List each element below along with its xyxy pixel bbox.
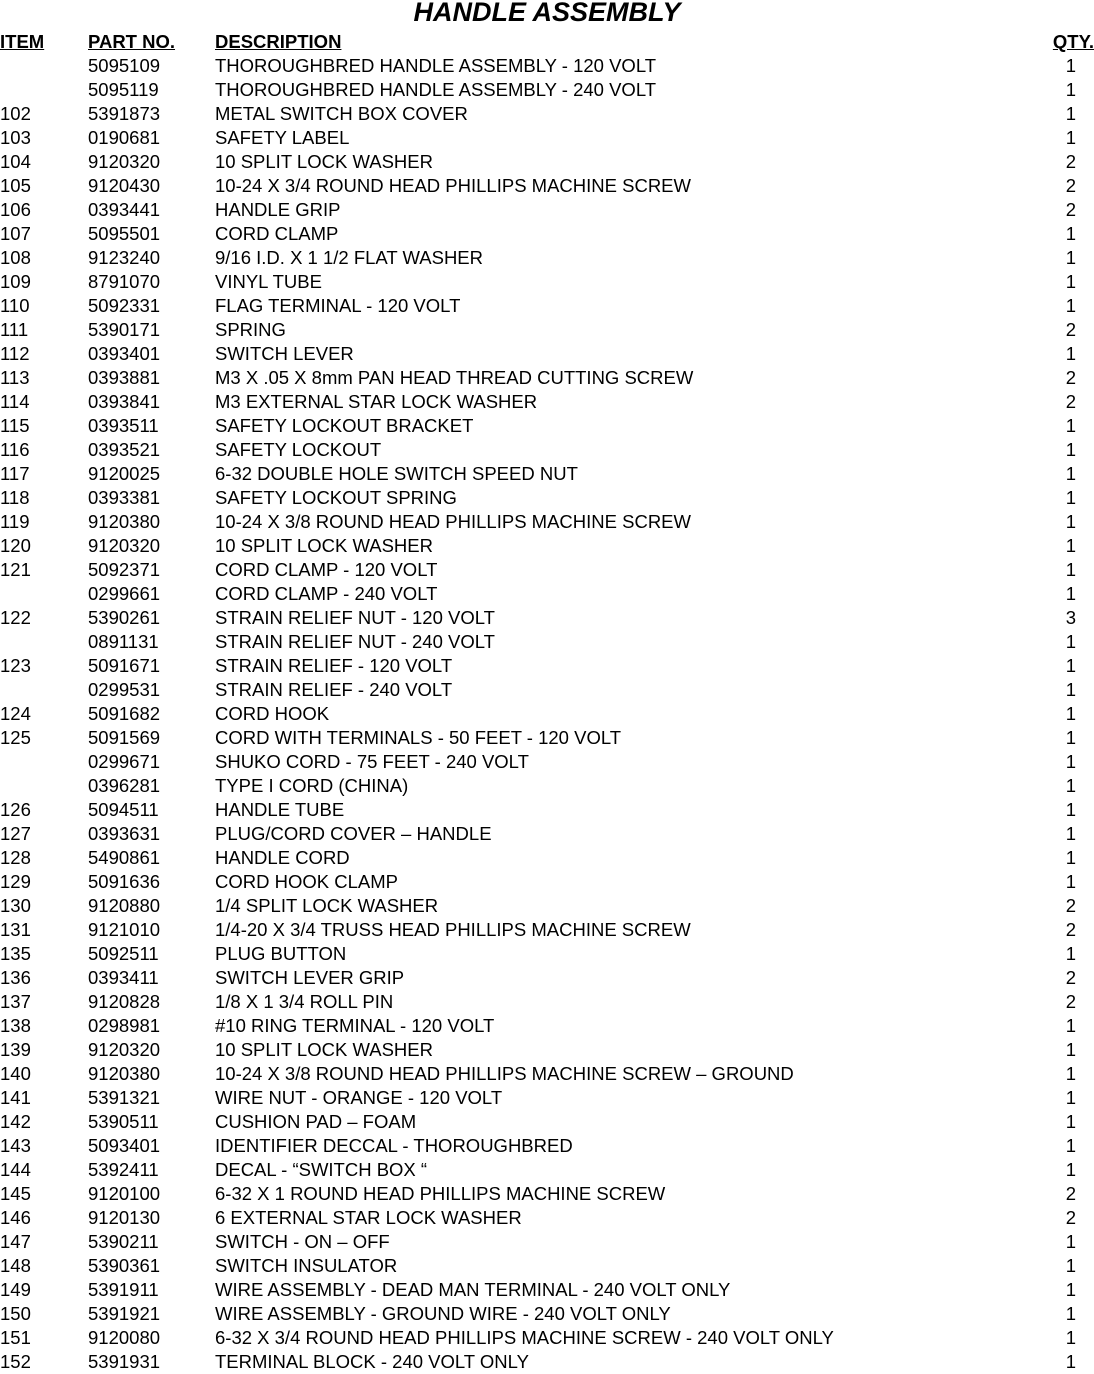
quantity: 1 xyxy=(1065,295,1076,316)
quantity: 2 xyxy=(1065,367,1076,388)
part-description: 10 SPLIT LOCK WASHER xyxy=(215,535,433,556)
table-row xyxy=(0,1158,1094,1182)
part-description: 6-32 X 1 ROUND HEAD PHILLIPS MACHINE SCREW xyxy=(215,1183,666,1204)
part-number: 0393441 xyxy=(88,199,161,220)
part-description: CORD CLAMP - 120 VOLT xyxy=(215,559,438,580)
quantity: 1 xyxy=(1065,247,1076,268)
part-description: SAFETY LABEL xyxy=(215,127,350,148)
table-row xyxy=(0,198,1094,222)
part-description: PLUG BUTTON xyxy=(215,943,347,964)
item-number: 115 xyxy=(0,415,30,436)
part-description: WIRE ASSEMBLY - DEAD MAN TERMINAL - 240 VOLT ONLY xyxy=(215,1279,731,1300)
quantity: 1 xyxy=(1065,511,1076,532)
table-row xyxy=(0,390,1094,414)
quantity: 1 xyxy=(1065,1159,1076,1180)
part-description: SWITCH INSULATOR xyxy=(215,1255,398,1276)
part-description: CORD WITH TERMINALS - 50 FEET - 120 VOLT xyxy=(215,727,622,748)
part-number: 0299671 xyxy=(88,751,161,772)
table-row xyxy=(0,774,1094,798)
part-description: 6-32 X 3/4 ROUND HEAD PHILLIPS MACHINE SCREW - 240 VOLT ONLY xyxy=(215,1327,834,1348)
item-number: 129 xyxy=(0,871,31,892)
part-description: SWITCH LEVER xyxy=(215,343,354,364)
item-number: 119 xyxy=(0,511,30,532)
quantity: 2 xyxy=(1065,151,1076,172)
table-row xyxy=(0,822,1094,846)
part-description: HANDLE TUBE xyxy=(215,799,345,820)
quantity: 1 xyxy=(1065,1087,1076,1108)
part-number: 0393631 xyxy=(88,823,161,844)
part-description: PLUG/CORD COVER – HANDLE xyxy=(215,823,492,844)
part-description: SAFETY LOCKOUT BRACKET xyxy=(215,415,474,436)
item-number: 149 xyxy=(0,1279,31,1300)
item-number: 140 xyxy=(0,1063,31,1084)
item-number: 123 xyxy=(0,655,31,676)
quantity: 1 xyxy=(1065,487,1076,508)
part-description: 10 SPLIT LOCK WASHER xyxy=(215,151,433,172)
quantity: 1 xyxy=(1065,799,1076,820)
part-description: SWITCH - ON – OFF xyxy=(215,1231,390,1252)
quantity: 1 xyxy=(1065,751,1076,772)
part-number: 5391873 xyxy=(88,103,161,124)
parts-table xyxy=(0,30,1094,1374)
part-description: 10-24 X 3/8 ROUND HEAD PHILLIPS MACHINE SCREW – GROUND xyxy=(215,1063,794,1084)
item-number: 111 xyxy=(0,319,29,340)
quantity: 2 xyxy=(1065,991,1076,1012)
table-row xyxy=(0,1182,1094,1206)
quantity: 1 xyxy=(1065,871,1076,892)
table-row xyxy=(0,1014,1094,1038)
part-description: WIRE ASSEMBLY - GROUND WIRE - 240 VOLT ONLY xyxy=(215,1303,671,1324)
quantity: 1 xyxy=(1065,943,1076,964)
quantity: 1 xyxy=(1065,1255,1076,1276)
table-row xyxy=(0,1254,1094,1278)
table-row xyxy=(0,1302,1094,1326)
part-description: SPRING xyxy=(215,319,286,340)
part-number: 5091671 xyxy=(88,655,161,676)
part-number: 0299661 xyxy=(88,583,161,604)
header-item: ITEM xyxy=(0,31,45,52)
quantity: 2 xyxy=(1065,175,1076,196)
table-row xyxy=(0,270,1094,294)
part-description: SAFETY LOCKOUT xyxy=(215,439,382,460)
quantity: 2 xyxy=(1065,919,1076,940)
table-row xyxy=(0,1326,1094,1350)
table-row xyxy=(0,174,1094,198)
part-number: 9120080 xyxy=(88,1327,161,1348)
part-description: IDENTIFIER DECCAL - THOROUGHBRED xyxy=(215,1135,573,1156)
part-description: FLAG TERMINAL - 120 VOLT xyxy=(215,295,461,316)
quantity: 1 xyxy=(1065,439,1076,460)
item-number: 107 xyxy=(0,223,31,244)
quantity: 1 xyxy=(1065,1231,1076,1252)
quantity: 1 xyxy=(1065,655,1076,676)
item-number: 121 xyxy=(0,559,31,580)
table-row xyxy=(0,894,1094,918)
table-row xyxy=(0,1062,1094,1086)
table-row xyxy=(0,1350,1094,1374)
part-number: 5094511 xyxy=(88,799,159,820)
item-number: 128 xyxy=(0,847,31,868)
part-description: THOROUGHBRED HANDLE ASSEMBLY - 120 VOLT xyxy=(215,55,657,76)
table-row xyxy=(0,78,1094,102)
quantity: 1 xyxy=(1065,79,1076,100)
part-number: 5091569 xyxy=(88,727,161,748)
table-row xyxy=(0,678,1094,702)
table-row xyxy=(0,150,1094,174)
part-description: 1/4-20 X 3/4 TRUSS HEAD PHILLIPS MACHINE SCREW xyxy=(215,919,691,940)
part-description: CORD CLAMP xyxy=(215,223,339,244)
quantity: 1 xyxy=(1065,679,1076,700)
part-description: HANDLE CORD xyxy=(215,847,350,868)
table-row xyxy=(0,582,1094,606)
part-number: 9120025 xyxy=(88,463,161,484)
part-description: TYPE I CORD (CHINA) xyxy=(215,775,409,796)
table-row xyxy=(0,54,1094,78)
table-row xyxy=(0,1230,1094,1254)
part-number: 8791070 xyxy=(88,271,161,292)
item-number: 125 xyxy=(0,727,31,748)
item-number: 114 xyxy=(0,391,30,412)
quantity: 1 xyxy=(1065,559,1076,580)
part-number: 5390211 xyxy=(88,1231,159,1252)
part-description: CORD HOOK xyxy=(215,703,330,724)
table-row xyxy=(0,222,1094,246)
part-description: DECAL - “SWITCH BOX “ xyxy=(215,1159,428,1180)
part-number: 9120380 xyxy=(88,1063,161,1084)
quantity: 1 xyxy=(1065,1327,1076,1348)
item-number: 110 xyxy=(0,295,30,316)
table-row xyxy=(0,870,1094,894)
header-description: DESCRIPTION xyxy=(215,31,342,52)
table-row xyxy=(0,246,1094,270)
table-body xyxy=(0,54,1094,1374)
part-number: 0393381 xyxy=(88,487,161,508)
part-description: STRAIN RELIEF - 240 VOLT xyxy=(215,679,453,700)
item-number: 136 xyxy=(0,967,31,988)
part-description: 10-24 X 3/4 ROUND HEAD PHILLIPS MACHINE SCREW xyxy=(215,175,691,196)
table-row xyxy=(0,702,1094,726)
part-number: 9120320 xyxy=(88,1039,161,1060)
quantity: 2 xyxy=(1065,199,1076,220)
part-number: 0393511 xyxy=(88,415,159,436)
quantity: 1 xyxy=(1065,103,1076,124)
part-description: METAL SWITCH BOX COVER xyxy=(215,103,468,124)
item-number: 151 xyxy=(0,1327,31,1348)
part-number: 0396281 xyxy=(88,775,161,796)
table-row xyxy=(0,1086,1094,1110)
part-number: 9120320 xyxy=(88,151,161,172)
quantity: 1 xyxy=(1065,1039,1076,1060)
item-number: 122 xyxy=(0,607,31,628)
item-number: 143 xyxy=(0,1135,31,1156)
part-description: SAFETY LOCKOUT SPRING xyxy=(215,487,457,508)
part-description: SWITCH LEVER GRIP xyxy=(215,967,405,988)
part-description: 6 EXTERNAL STAR LOCK WASHER xyxy=(215,1207,522,1228)
item-number: 135 xyxy=(0,943,31,964)
part-number: 0393411 xyxy=(88,967,159,988)
table-row xyxy=(0,1110,1094,1134)
table-row xyxy=(0,1206,1094,1230)
part-description: CORD CLAMP - 240 VOLT xyxy=(215,583,438,604)
part-number: 0393521 xyxy=(88,439,161,460)
quantity: 1 xyxy=(1065,1111,1076,1132)
table-row xyxy=(0,846,1094,870)
table-row xyxy=(0,1278,1094,1302)
quantity: 1 xyxy=(1065,415,1076,436)
table-row xyxy=(0,1134,1094,1158)
quantity: 2 xyxy=(1065,1183,1076,1204)
part-number: 0393881 xyxy=(88,367,161,388)
part-number: 9120880 xyxy=(88,895,161,916)
table-row xyxy=(0,1038,1094,1062)
table-row xyxy=(0,438,1094,462)
quantity: 1 xyxy=(1065,55,1076,76)
item-number: 105 xyxy=(0,175,31,196)
item-number: 137 xyxy=(0,991,31,1012)
part-number: 0299531 xyxy=(88,679,161,700)
item-number: 120 xyxy=(0,535,31,556)
table-row xyxy=(0,750,1094,774)
item-number: 102 xyxy=(0,103,31,124)
item-number: 142 xyxy=(0,1111,31,1132)
part-description: STRAIN RELIEF NUT - 120 VOLT xyxy=(215,607,495,628)
part-number: 5095119 xyxy=(88,79,159,100)
part-number: 9123240 xyxy=(88,247,161,268)
item-number: 150 xyxy=(0,1303,31,1324)
item-number: 130 xyxy=(0,895,31,916)
header-part-no: PART NO. xyxy=(88,31,176,52)
table-header-row xyxy=(0,30,1094,54)
part-description: M3 X .05 X 8mm PAN HEAD THREAD CUTTING SCREW xyxy=(215,367,694,388)
table-row xyxy=(0,342,1094,366)
quantity: 1 xyxy=(1065,1303,1076,1324)
item-number: 112 xyxy=(0,343,30,364)
quantity: 1 xyxy=(1065,127,1076,148)
part-description: 1/4 SPLIT LOCK WASHER xyxy=(215,895,439,916)
table-row xyxy=(0,486,1094,510)
quantity: 1 xyxy=(1065,1135,1076,1156)
table-row xyxy=(0,558,1094,582)
part-number: 5095109 xyxy=(88,55,161,76)
item-number: 148 xyxy=(0,1255,31,1276)
quantity: 1 xyxy=(1065,847,1076,868)
quantity: 1 xyxy=(1065,223,1076,244)
part-description: VINYL TUBE xyxy=(215,271,322,292)
item-number: 145 xyxy=(0,1183,31,1204)
quantity: 1 xyxy=(1065,823,1076,844)
part-number: 9120828 xyxy=(88,991,161,1012)
item-number: 116 xyxy=(0,439,30,460)
quantity: 1 xyxy=(1065,703,1076,724)
part-description: M3 EXTERNAL STAR LOCK WASHER xyxy=(215,391,538,412)
part-description: 10 SPLIT LOCK WASHER xyxy=(215,1039,433,1060)
quantity: 2 xyxy=(1065,391,1076,412)
part-number: 9120380 xyxy=(88,511,161,532)
part-description: WIRE NUT - ORANGE - 120 VOLT xyxy=(215,1087,503,1108)
quantity: 1 xyxy=(1065,1351,1076,1372)
item-number: 113 xyxy=(0,367,30,388)
part-number: 5391931 xyxy=(88,1351,161,1372)
part-number: 5092371 xyxy=(88,559,161,580)
table-row xyxy=(0,966,1094,990)
part-description: 10-24 X 3/8 ROUND HEAD PHILLIPS MACHINE SCREW xyxy=(215,511,691,532)
part-description: 1/8 X 1 3/4 ROLL PIN xyxy=(215,991,394,1012)
part-number: 0393841 xyxy=(88,391,161,412)
part-description: STRAIN RELIEF - 120 VOLT xyxy=(215,655,453,676)
part-description: 9/16 I.D. X 1 1/2 FLAT WASHER xyxy=(215,247,484,268)
item-number: 117 xyxy=(0,463,30,484)
part-number: 5392411 xyxy=(88,1159,159,1180)
part-description: HANDLE GRIP xyxy=(215,199,341,220)
table-row xyxy=(0,918,1094,942)
part-number: 0891131 xyxy=(88,631,159,652)
item-number: 144 xyxy=(0,1159,31,1180)
part-description: TERMINAL BLOCK - 240 VOLT ONLY xyxy=(215,1351,529,1372)
part-description: STRAIN RELIEF NUT - 240 VOLT xyxy=(215,631,495,652)
part-number: 5391911 xyxy=(88,1279,159,1300)
item-number: 131 xyxy=(0,919,31,940)
table-row xyxy=(0,294,1094,318)
part-number: 5390171 xyxy=(88,319,161,340)
quantity: 1 xyxy=(1065,463,1076,484)
item-number: 124 xyxy=(0,703,31,724)
quantity: 1 xyxy=(1065,1279,1076,1300)
part-number: 9120320 xyxy=(88,535,161,556)
table-row xyxy=(0,726,1094,750)
table-row xyxy=(0,654,1094,678)
part-description: SHUKO CORD - 75 FEET - 240 VOLT xyxy=(215,751,529,772)
table-row xyxy=(0,606,1094,630)
part-number: 5092511 xyxy=(88,943,159,964)
item-number: 146 xyxy=(0,1207,31,1228)
part-description: CORD HOOK CLAMP xyxy=(215,871,398,892)
quantity: 3 xyxy=(1065,607,1076,628)
part-number: 0393401 xyxy=(88,343,161,364)
part-description: #10 RING TERMINAL - 120 VOLT xyxy=(215,1015,495,1036)
table-row xyxy=(0,510,1094,534)
part-number: 9120430 xyxy=(88,175,161,196)
part-number: 5390511 xyxy=(88,1111,159,1132)
item-number: 109 xyxy=(0,271,31,292)
part-description: THOROUGHBRED HANDLE ASSEMBLY - 240 VOLT xyxy=(215,79,657,100)
quantity: 2 xyxy=(1065,895,1076,916)
part-number: 5391321 xyxy=(88,1087,161,1108)
table-row xyxy=(0,942,1094,966)
part-number: 5095501 xyxy=(88,223,161,244)
part-number: 5390361 xyxy=(88,1255,161,1276)
quantity: 2 xyxy=(1065,967,1076,988)
table-row xyxy=(0,462,1094,486)
item-number: 118 xyxy=(0,487,30,508)
page-title: HANDLE ASSEMBLY xyxy=(413,0,681,27)
header-qty: QTY. xyxy=(1052,31,1094,52)
part-number: 9120130 xyxy=(88,1207,161,1228)
item-number: 106 xyxy=(0,199,31,220)
quantity: 1 xyxy=(1065,343,1076,364)
item-number: 126 xyxy=(0,799,31,820)
quantity: 1 xyxy=(1065,583,1076,604)
table-row xyxy=(0,798,1094,822)
item-number: 127 xyxy=(0,823,31,844)
quantity: 1 xyxy=(1065,535,1076,556)
part-number: 9120100 xyxy=(88,1183,161,1204)
quantity: 1 xyxy=(1065,727,1076,748)
item-number: 141 xyxy=(0,1087,31,1108)
part-number: 0190681 xyxy=(88,127,161,148)
part-description: 6-32 DOUBLE HOLE SWITCH SPEED NUT xyxy=(215,463,578,484)
item-number: 147 xyxy=(0,1231,31,1252)
table-row xyxy=(0,102,1094,126)
item-number: 103 xyxy=(0,127,31,148)
part-number: 5490861 xyxy=(88,847,161,868)
table-row xyxy=(0,534,1094,558)
quantity: 1 xyxy=(1065,1015,1076,1036)
part-number: 5390261 xyxy=(88,607,161,628)
table-row xyxy=(0,414,1094,438)
item-number: 152 xyxy=(0,1351,31,1372)
part-number: 5091682 xyxy=(88,703,161,724)
quantity: 1 xyxy=(1065,271,1076,292)
part-number: 9121010 xyxy=(88,919,161,940)
item-number: 108 xyxy=(0,247,31,268)
table-row xyxy=(0,318,1094,342)
quantity: 1 xyxy=(1065,1063,1076,1084)
table-row xyxy=(0,990,1094,1014)
quantity: 1 xyxy=(1065,631,1076,652)
part-number: 0298981 xyxy=(88,1015,161,1036)
table-row xyxy=(0,366,1094,390)
item-number: 104 xyxy=(0,151,31,172)
part-number: 5091636 xyxy=(88,871,161,892)
table-row xyxy=(0,630,1094,654)
part-number: 5391921 xyxy=(88,1303,161,1324)
part-number: 5092331 xyxy=(88,295,161,316)
quantity: 1 xyxy=(1065,775,1076,796)
part-description: CUSHION PAD – FOAM xyxy=(215,1111,417,1132)
item-number: 138 xyxy=(0,1015,31,1036)
part-number: 5093401 xyxy=(88,1135,161,1156)
quantity: 2 xyxy=(1065,1207,1076,1228)
quantity: 2 xyxy=(1065,319,1076,340)
item-number: 139 xyxy=(0,1039,31,1060)
table-row xyxy=(0,126,1094,150)
